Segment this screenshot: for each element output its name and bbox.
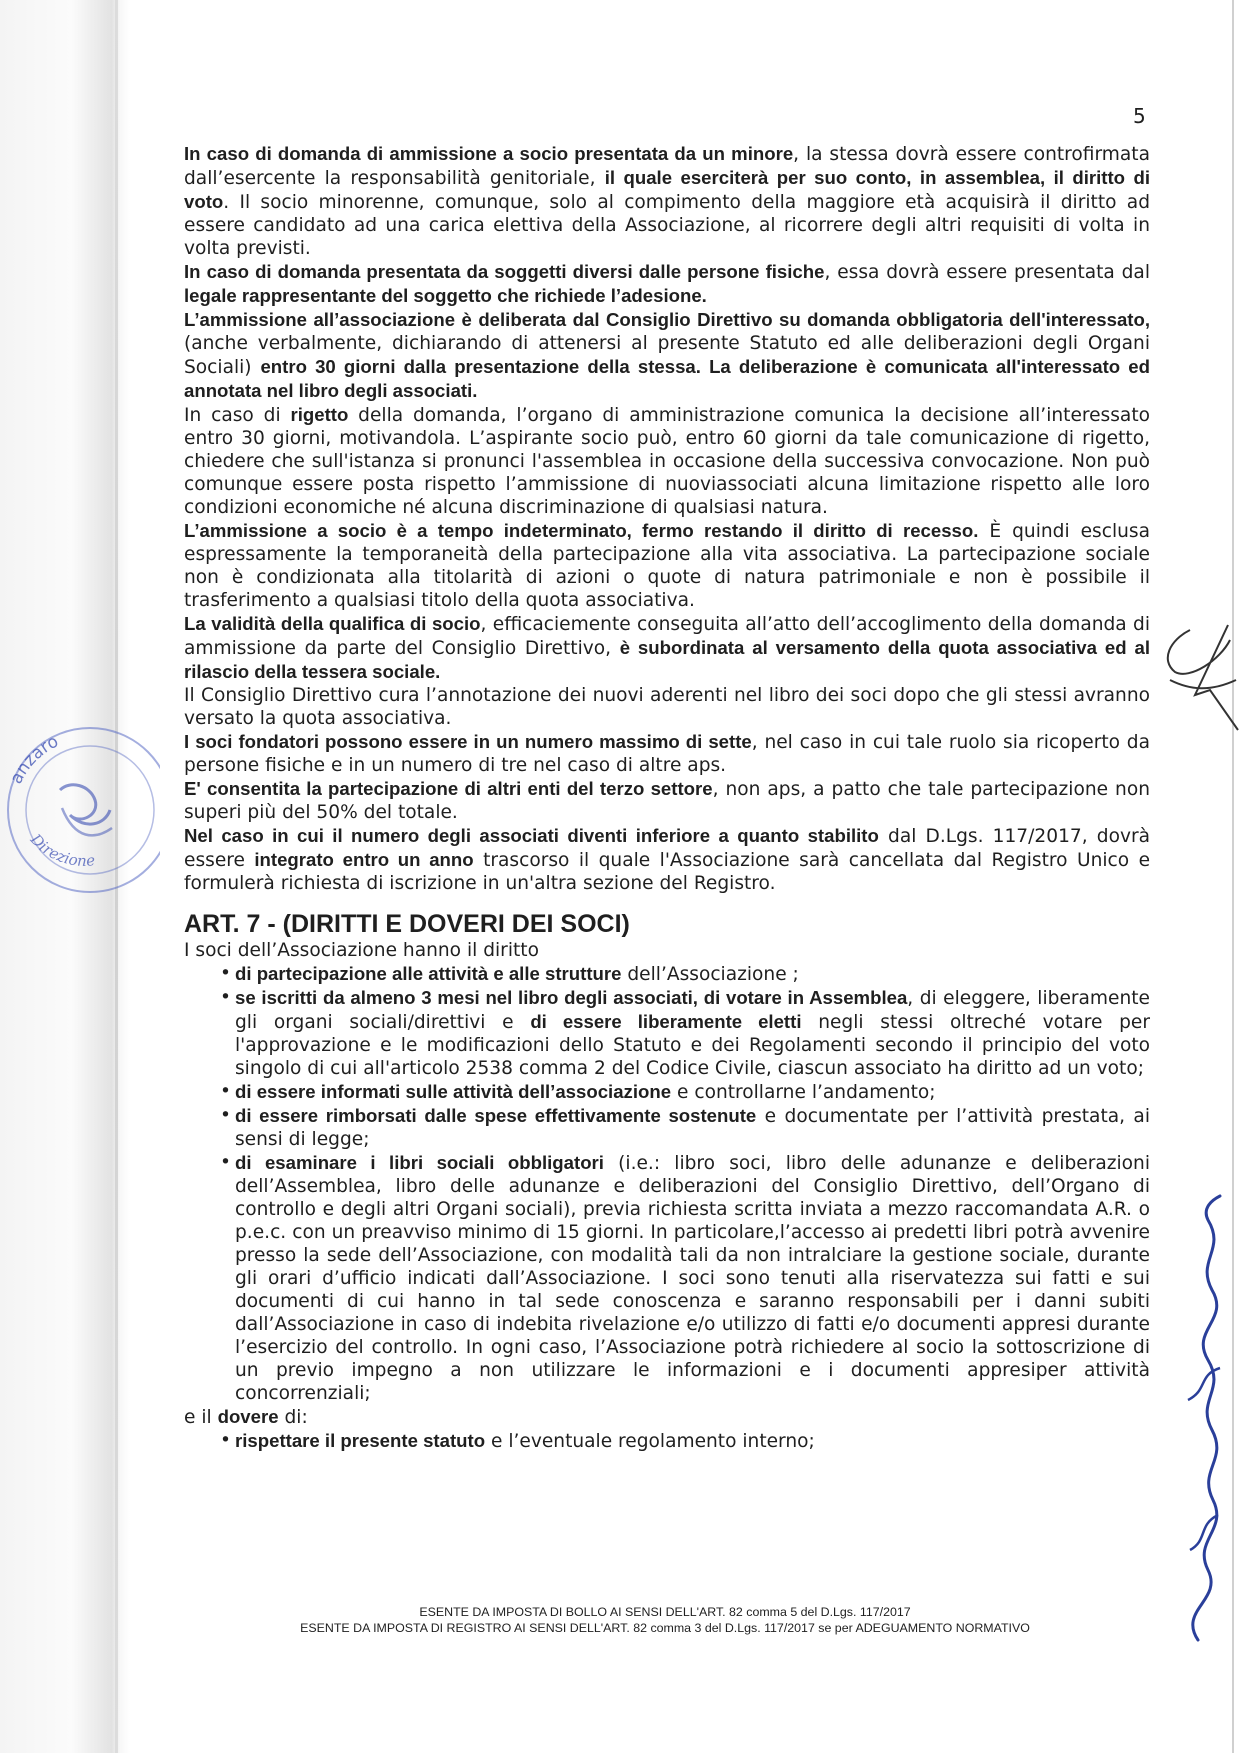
text-run: trascorso il quale l'Associazione sarà cancellata dal Registro Unico e formulerà richiesta di iscrizione in un'altra sezione del Registro. bbox=[184, 850, 1151, 894]
duty-intro bbox=[184, 1405, 1150, 1429]
bold-text-run: dovere bbox=[217, 1406, 279, 1427]
bold-text-run: di essere informati sulle attività dell’associazione bbox=[235, 1081, 672, 1102]
paragraph bbox=[184, 519, 1150, 612]
article-6-paragraphs bbox=[184, 142, 1150, 895]
right-item bbox=[220, 1151, 1150, 1405]
paragraph bbox=[184, 612, 1150, 684]
page-number: 5 bbox=[1133, 104, 1146, 128]
text-run: e il bbox=[184, 1407, 218, 1428]
paragraph bbox=[184, 142, 1150, 260]
paragraph bbox=[184, 308, 1150, 403]
text-run: (anche verbalmente, dichiarando di attenersi al presente Statuto ed alle deliberazioni degli Organi Sociali) bbox=[184, 333, 1150, 378]
text-run: In caso di bbox=[184, 405, 291, 426]
duties-list bbox=[184, 1429, 1150, 1453]
text-run: È quindi esclusa espressamente la temporaneità della partecipazione alla vita associativa. La partecipazione sociale non è condizionata alla titolarità di azioni o quote di natura patrimoniale e non è possibile il trasferimento a qualsiasi titolo della quota associativa. bbox=[184, 521, 1150, 611]
signature-vertical bbox=[1168, 1190, 1240, 1650]
stamp-text-top: anzaro bbox=[6, 731, 62, 788]
bold-text-run: entro 30 giorni dalla presentazione della stessa. La deliberazione è comunicata all'interessato ed annotata nel libro degli associati. bbox=[184, 356, 1150, 401]
text-run: . Il socio minorenne, comunque, solo al compimento della maggiore età acquisirà il diritto ad essere candidato ad una carica elettiva della Associazione, al ricorrere degli altri requisiti di volta in volta previsti. bbox=[184, 192, 1150, 259]
duty-item bbox=[220, 1429, 1150, 1453]
footer-line-2: ESENTE DA IMPOSTA DI REGISTRO AI SENSI DELL'ART. 82 comma 3 del D.Lgs. 117/2017 se per ADEGUAMENTO NORMATIVO bbox=[300, 1621, 1030, 1635]
text-run: , nel caso in cui tale ruolo sia ricoperto da persone fisiche e in un numero di tre nel caso di altre aps. bbox=[184, 732, 1150, 776]
bold-text-run: se iscritti da almeno 3 mesi nel libro degli associati, di votare in Assemblea bbox=[235, 987, 908, 1008]
rights-intro: I soci dell’Associazione hanno il diritto bbox=[184, 940, 539, 961]
paragraph bbox=[184, 777, 1150, 824]
bold-text-run: In caso di domanda di ammissione a socio presentata da un minore bbox=[184, 143, 794, 164]
text-run: di: bbox=[278, 1407, 308, 1428]
document-body bbox=[184, 142, 1150, 1453]
text-run: , la stessa dovrà essere controfirmata dall’esercente la responsabilità genitoriale, bbox=[184, 144, 1150, 189]
paragraph bbox=[184, 403, 1150, 519]
text-run: e controllarne l’andamento; bbox=[671, 1082, 936, 1103]
footer-line-1: ESENTE DA IMPOSTA DI BOLLO AI SENSI DELL'ART. 82 comma 5 del D.Lgs. 117/2017 bbox=[419, 1605, 911, 1619]
association-stamp bbox=[0, 690, 160, 930]
bold-text-run: di essere rimborsati dalle spese effettivamente sostenute bbox=[235, 1105, 757, 1126]
text-run: negli stessi oltreché votare per l'approvazione e le modificazioni dello Statuto e dei Regolamenti secondo il principio del voto singolo di cui all'articolo 2538 comma 2 del Codice Civile, ciascun associato ha diritto ad un voto; bbox=[235, 1012, 1150, 1079]
text-run: e documentate per l’attività prestata, ai sensi di legge; bbox=[235, 1106, 1150, 1150]
article-title: ART. 7 - (DIRITTI E DOVERI DEI SOCI) bbox=[184, 910, 630, 938]
bold-text-run: L’ammissione all’associazione è deliberata dal Consiglio Direttivo su domanda obbligatoria dell'interessato, bbox=[184, 309, 1150, 330]
text-run: e l’eventuale regolamento interno; bbox=[485, 1431, 815, 1452]
bold-text-run: L’ammissione a socio è a tempo indeterminato, fermo restando il diritto di recesso. bbox=[184, 520, 979, 541]
right-item bbox=[220, 986, 1150, 1080]
bold-text-run: E' consentita la partecipazione di altri enti del terzo settore bbox=[184, 778, 713, 799]
bold-text-run: di esaminare i libri sociali obbligatori bbox=[235, 1152, 604, 1173]
signature-initials bbox=[1150, 620, 1240, 740]
bold-text-run: La validità della qualifica di socio bbox=[184, 613, 481, 634]
tax-exemption-footer bbox=[200, 1604, 1130, 1636]
bold-text-run: integrato entro un anno bbox=[254, 849, 474, 870]
right-item bbox=[220, 1104, 1150, 1151]
text-run: dell’Associazione ; bbox=[621, 964, 799, 985]
text-run: , essa dovrà essere presentata dal bbox=[824, 262, 1150, 283]
rights-list bbox=[184, 962, 1150, 1405]
right-item bbox=[220, 1080, 1150, 1104]
bold-text-run: Nel caso in cui il numero degli associati diventi inferiore a quanto stabilito bbox=[184, 825, 879, 846]
bold-text-run: legale rappresentante del soggetto che richiede l’adesione. bbox=[184, 285, 707, 306]
text-run: , di eleggere, liberamente gli organi sociali/direttivi e bbox=[235, 988, 1150, 1033]
paragraph bbox=[184, 260, 1150, 308]
bold-text-run: è subordinata al versamento della quota associativa ed al rilascio della tessera sociale. bbox=[184, 637, 1150, 682]
paragraph bbox=[184, 730, 1150, 777]
right-item bbox=[220, 962, 1150, 986]
bold-text-run: In caso di domanda presentata da soggetti diversi dalle persone fisiche bbox=[184, 261, 825, 282]
bold-text-run: rigetto bbox=[290, 404, 349, 425]
bold-text-run: il quale eserciterà per suo conto, in assemblea, il diritto di voto bbox=[184, 167, 1150, 212]
text-run: dal D.Lgs. 117/2017, dovrà essere bbox=[184, 826, 1150, 871]
stamp-text-bottom: Direzione bbox=[26, 830, 96, 870]
bold-text-run: di partecipazione alle attività e alle strutture bbox=[235, 963, 622, 984]
bold-text-run: di essere liberamente eletti bbox=[530, 1011, 802, 1032]
text-run: (i.e.: libro soci, libro delle adunanze e deliberazioni dell’Assemblea, libro delle adunanze e deliberazioni del Consiglio Direttivo, dell’Organo di controllo e degli altri Organi sociali), previa richiesta scritta inviata a mezzo raccomandata A.R. o p.e.c. con un preavviso minimo di 15 giorni. In particolare,l’accesso ai predetti libri potrà avvenire presso la sede dell’Associazione, con modalità tali da non intralciare la gestione sociale, durante gli orari d’ufficio indicati dall’Associazione. I soci sono tenuti alla riservatezza sui fatti e sui documenti di cui hanno in tal sede conoscenza e saranno responsabili per i danni subiti dall’Associazione in caso di indebita rivelazione e/o utilizzo di fatti e/o documenti appresi durante l’esercizio del controllo. In ogni caso, l’Associazione potrà richiedere al socio la sottoscrizione di un previo impegno a non utilizzare le informazioni e i documenti appresiper attività concorrenziali; bbox=[235, 1153, 1150, 1404]
paragraph bbox=[184, 824, 1150, 895]
bold-text-run: rispettare il presente statuto bbox=[235, 1430, 486, 1451]
paragraph bbox=[184, 684, 1150, 730]
text-run: , efficaciemente conseguita all’atto dell’accoglimento della domanda di ammissione da parte del Consiglio Direttivo, bbox=[184, 614, 1150, 659]
bold-text-run: I soci fondatori possono essere in un numero massimo di sette bbox=[184, 731, 752, 752]
text-run: della domanda, l’organo di amministrazione comunica la decisione all’interessato entro 30 giorni, motivandola. L’aspirante socio può, entro 60 giorni da tale comunicazione di rigetto, chiedere che sull'istanza si pronunci l'assemblea in occasione della successiva convocazione. Non può comunque essere posta rispetto l’ammissione di nuoviassociati alcuna limitazione rispetto alle loro condizioni economiche né alcuna discriminazione di qualsiasi natura. bbox=[184, 405, 1150, 518]
text-run: Il Consiglio Direttivo cura l’annotazione dei nuovi aderenti nel libro dei soci dopo che gli stessi avranno versato la quota associativa. bbox=[184, 685, 1150, 729]
text-run: , non aps, a patto che tale partecipazione non superi più del 50% del totale. bbox=[184, 779, 1150, 823]
